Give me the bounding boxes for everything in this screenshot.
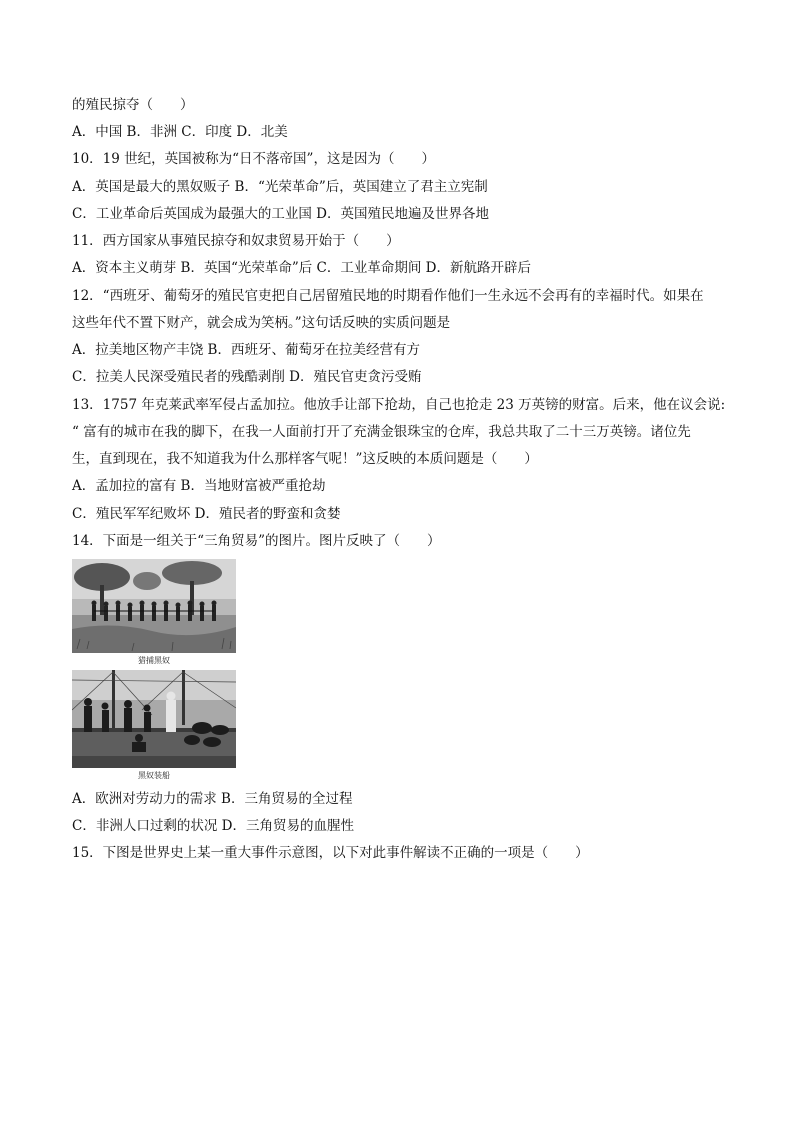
image-caption: 黑奴装船 [138, 771, 170, 780]
text-line: A．英国是最大的黑奴贩子 B．“光荣革命”后，英国建立了君主立宪制 [72, 179, 488, 195]
text-line: A．孟加拉的富有 B．当地财富被严重抢劫 [72, 478, 326, 494]
text-line: “ 富有的城市在我的脚下，在我一人面前打开了充满金银珠宝的仓库，我总共取了二十三万英镑。诸位先 [72, 424, 691, 440]
text-line: 13．1757 年克莱武率军侵占孟加拉。他放手让部下抢劫，自己也抢走 23 万英镑的财富。后来，他在议会说: [72, 397, 726, 413]
text-line: 的殖民掠夺（ ） [72, 97, 194, 113]
engraving-slave-capture-image [72, 559, 236, 653]
text-line: A．拉美地区物产丰饶 B．西班牙、葡萄牙在拉美经营有方 [72, 342, 420, 358]
text-line: A．资本主义萌芽 B．英国“光荣革命”后 C．工业革命期间 D．新航路开辟后 [72, 260, 531, 276]
text-line: C．殖民军军纪败坏 D．殖民者的野蛮和贪婪 [72, 506, 341, 522]
text-line: C．非洲人口过剩的状况 D．三角贸易的血腥性 [72, 818, 354, 834]
text-line: 11．西方国家从事殖民掠夺和奴隶贸易开始于（ ） [72, 233, 400, 249]
text-line: 12．“西班牙、葡萄牙的殖民官吏把自己居留殖民地的时期看作他们一生永远不会再有的幸福时代。如果在 [72, 288, 704, 304]
text-line: 10．19 世纪，英国被称为“日不落帝国”，这是因为（ ） [72, 151, 435, 167]
text-line: C．工业革命后英国成为最强大的工业国 D．英国殖民地遍及世界各地 [72, 206, 489, 222]
text-line: 这些年代不置下财产，就会成为笑柄。”这句话反映的实质问题是 [72, 315, 451, 331]
text-line: 生，直到现在，我不知道我为什么那样客气呢！”这反映的本质问题是（ ） [72, 451, 538, 467]
text-line: A．欧洲对劳动力的需求 B．三角贸易的全过程 [72, 791, 353, 807]
engraving-slave-ship-image [72, 670, 236, 768]
text-line: C．拉美人民深受殖民者的残酷剥削 D．殖民官吏贪污受贿 [72, 369, 422, 385]
text-line: 15．下图是世界史上某一重大事件示意图，以下对此事件解读不正确的一项是（ ） [72, 845, 589, 861]
text-line: 14．下面是一组关于“三角贸易”的图片。图片反映了（ ） [72, 533, 441, 549]
image-caption: 猎捕黑奴 [138, 656, 170, 665]
text-line: A．中国 B．非洲 C．印度 D．北美 [72, 124, 288, 140]
